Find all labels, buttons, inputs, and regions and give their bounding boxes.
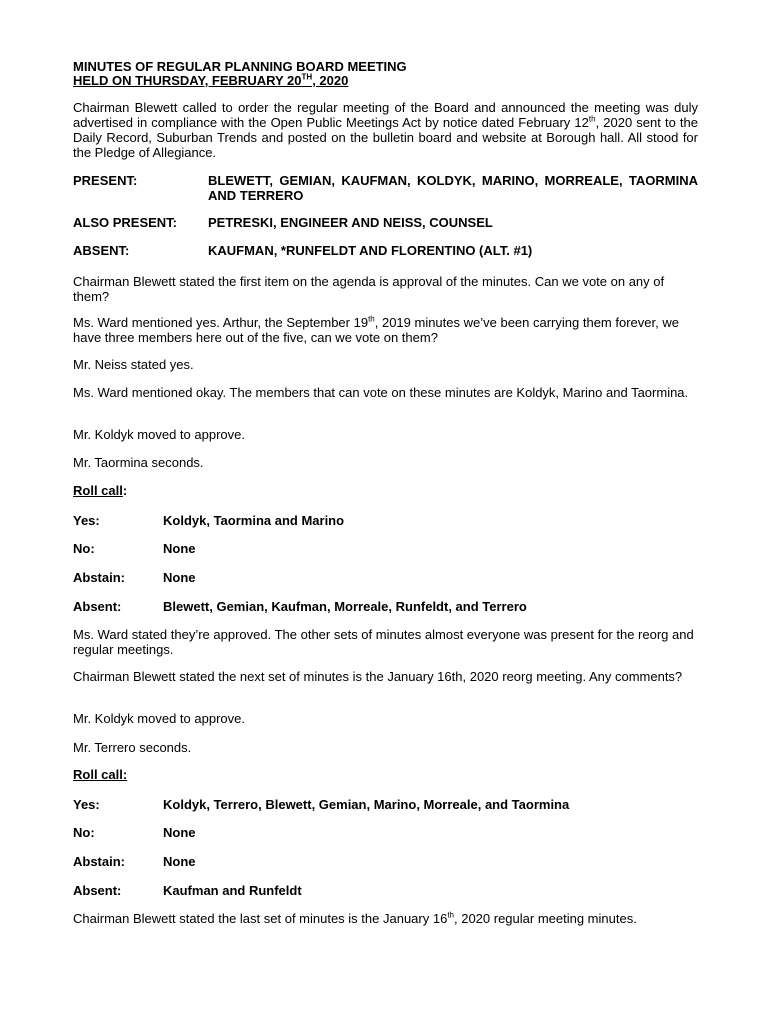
roll-absent-value: Kaufman and Runfeldt [163, 883, 302, 898]
roll-no-label: No: [73, 825, 95, 840]
paragraph [73, 911, 698, 926]
paragraph-sup: th [447, 910, 454, 920]
paragraph: Mr. Koldyk moved to approve. [73, 711, 245, 726]
roll-call-heading [73, 767, 698, 782]
roll-yes-value: Koldyk, Taormina and Marino [163, 513, 345, 528]
title-line-2-year: , 2020 [312, 73, 349, 88]
paragraph-text: , 2020 regular meeting minutes. [453, 911, 637, 926]
roll-abstain-label: Abstain: [73, 854, 125, 869]
present-label: PRESENT: [73, 173, 138, 188]
title-line-2-sup: TH [301, 72, 313, 82]
roll-absent-label: Absent: [73, 599, 122, 614]
roll-abstain-value: None [163, 854, 196, 869]
present-value: BLEWETT, GEMIAN, KAUFMAN, KOLDYK, MARINO, MORREALE, TAORMINA AND TERRERO [208, 173, 698, 203]
title-line-1: MINUTES OF REGULAR PLANNING BOARD MEETING [73, 59, 407, 74]
title-line-2-text: HELD ON THURSDAY, FEBRUARY 20 [73, 73, 302, 88]
roll-yes-label: Yes: [73, 797, 100, 812]
paragraph-text: Ms. Ward mentioned yes. Arthur, the September 19 [73, 315, 369, 330]
roll-absent-label: Absent: [73, 883, 122, 898]
paragraph: Chairman Blewett stated the next set of minutes is the January 16th, 2020 reorg meeting. Any comments? [73, 669, 683, 684]
title-line-2 [73, 74, 698, 88]
document-title [73, 60, 698, 88]
roll-yes-value: Koldyk, Terrero, Blewett, Gemian, Marino, Morreale, and Taormina [163, 797, 570, 812]
paragraph: Chairman Blewett stated the first item on the agenda is approval of the minutes. Can we vote on any of them? [73, 274, 665, 304]
roll-yes-label: Yes: [73, 513, 100, 528]
intro-paragraph [73, 100, 698, 160]
roll-call-heading-text: Roll call [73, 483, 123, 498]
paragraph: Mr. Taormina seconds. [73, 455, 204, 470]
roll-abstain-label: Abstain: [73, 570, 125, 585]
paragraph [73, 315, 698, 345]
also-present-label: ALSO PRESENT: [73, 215, 178, 230]
paragraph-text: , 2019 minutes we’ve been carrying them forever, we have three members here out of the five, can we vote on them? [73, 315, 679, 345]
also-present-value: PETRESKI, ENGINEER AND NEISS, COUNSEL [208, 215, 493, 230]
paragraph-sup: th [368, 314, 375, 324]
paragraph: Ms. Ward mentioned okay. The members that can vote on these minutes are Koldyk, Marino and Taormina. [73, 385, 689, 400]
paragraph: Ms. Ward stated they’re approved. The other sets of minutes almost everyone was present for the reorg and regular meetings. [73, 627, 694, 657]
roll-abstain-value: None [163, 570, 196, 585]
paragraph: Mr. Neiss stated yes. [73, 357, 194, 372]
roll-no-label: No: [73, 541, 95, 556]
roll-call-heading-colon: : [122, 483, 128, 498]
roll-call-heading-text: Roll call: [73, 767, 128, 782]
absent-value: KAUFMAN, *RUNFELDT AND FLORENTINO (ALT. #1) [208, 243, 533, 258]
intro-text-1: Chairman Blewett called to order the regular meeting of the Board and announced the meeting was duly advertised in compliance with the Open Public Meetings Act by notice dated February 12 [73, 100, 698, 130]
paragraph-text: Chairman Blewett stated the last set of minutes is the January 16 [73, 911, 448, 926]
roll-absent-value: Blewett, Gemian, Kaufman, Morreale, Runfeldt, and Terrero [163, 599, 527, 614]
intro-text-2: , 2020 sent to the Daily Record, Suburban Trends and posted on the bulletin board and website at Borough hall. All stood for the Pledge of Allegiance. [73, 115, 699, 160]
roll-no-value: None [163, 541, 196, 556]
paragraph: Mr. Terrero seconds. [73, 740, 192, 755]
absent-label: ABSENT: [73, 243, 130, 258]
roll-call-heading [73, 483, 698, 498]
roll-no-value: None [163, 825, 196, 840]
paragraph: Mr. Koldyk moved to approve. [73, 427, 245, 442]
intro-sup: th [588, 114, 596, 124]
